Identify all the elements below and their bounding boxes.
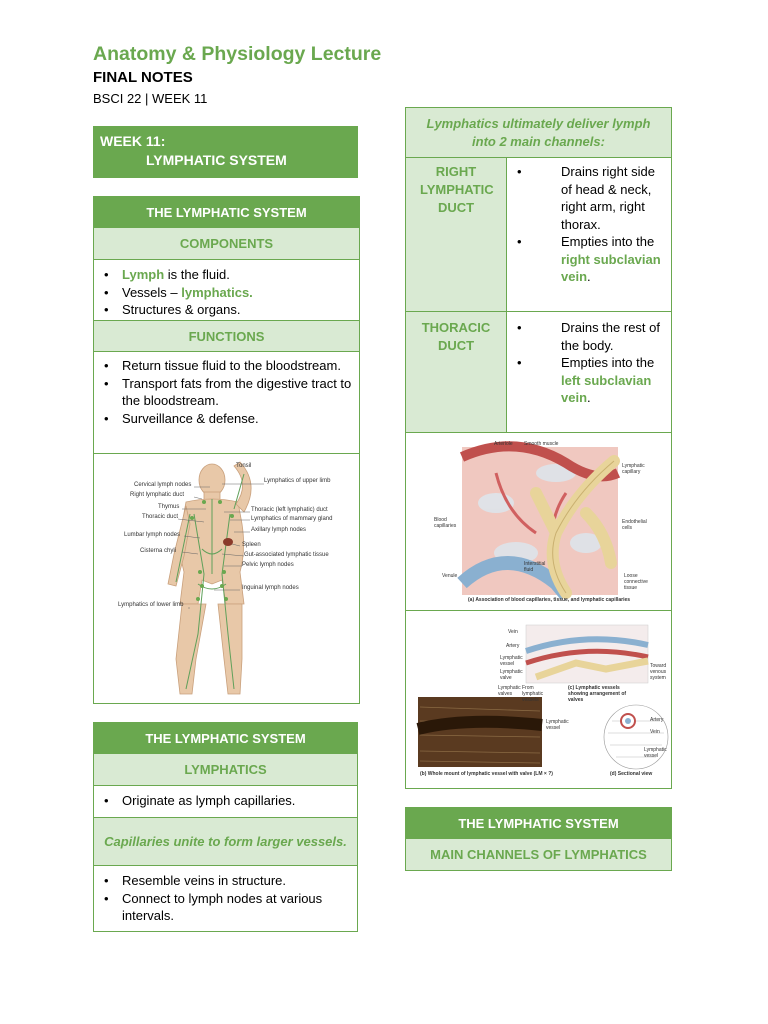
figure-label: Vein	[650, 729, 660, 735]
course-label: BSCI 22 | WEEK 11	[93, 91, 208, 106]
figure-label: Artery	[650, 717, 664, 723]
figure-label: Lymphatic vessel	[644, 747, 667, 759]
list-item: • Connect to lymph nodes at various intervals.	[94, 890, 351, 925]
main-channels-section	[405, 807, 672, 871]
lymphatics-section	[93, 722, 358, 932]
lymphatic-vessels-figure	[406, 611, 671, 788]
figure-label: Axillary lymph nodes	[251, 527, 307, 533]
capillaries-unite-label: Capillaries unite to form larger vessels.	[94, 817, 357, 866]
figure-label: Right lymphatic duct	[130, 492, 185, 498]
section-header: THE LYMPHATIC SYSTEM	[406, 808, 671, 839]
figure-label: Gut-associated lymphatic tissue	[244, 552, 329, 558]
figure-label: Lymphatics of mammary gland	[251, 516, 333, 522]
table-header: Lymphatics ultimately deliver lymph into 2 main channels:	[406, 108, 671, 158]
figure-label: Lymphatic vessel	[500, 655, 523, 667]
figure-label: Venule	[442, 573, 458, 579]
figure-label: Inguinal lymph nodes	[242, 585, 299, 591]
list-item: • Vessels – lymphatics.	[94, 284, 359, 302]
table-row	[406, 158, 671, 312]
row-label-cell	[406, 312, 507, 432]
week-box	[93, 126, 358, 178]
table-row	[406, 312, 671, 433]
figure-caption: (a) Association of blood capillaries, tissue, and lymphatic capillaries	[468, 597, 631, 603]
figure-caption: (c) Lymphatic vessels showing arrangement of valves	[568, 685, 627, 703]
figure-label: Spleen	[242, 542, 261, 548]
figure-caption: (d) Sectional view	[610, 771, 653, 777]
lymphatics-label: LYMPHATICS	[94, 754, 357, 786]
list-item: • Originate as lymph capillaries.	[94, 792, 357, 810]
functions-label: FUNCTIONS	[94, 320, 359, 352]
week-topic: LYMPHATIC SYSTEM	[146, 152, 287, 168]
list-item: • Empties into the left subclavian vein.	[507, 354, 665, 407]
main-channels-label: MAIN CHANNELS OF LYMPHATICS	[406, 839, 671, 870]
list-item: • Return tissue fluid to the bloodstream.	[94, 357, 353, 375]
vessels-list	[94, 866, 357, 925]
page-title: Anatomy & Physiology Lecture	[93, 43, 382, 65]
figure-label: From lymphatic vessels	[522, 685, 544, 703]
figure-label: Tonsil	[236, 463, 252, 469]
figure-label: Lymphatic capillary	[622, 463, 645, 475]
list-item: • Empties into the right subclavian vein.	[507, 233, 665, 286]
lymphatic-system-figure	[94, 453, 359, 702]
page-subtitle: FINAL NOTES	[93, 69, 193, 86]
row-bullets	[507, 163, 669, 286]
row-bullets	[507, 319, 669, 407]
section-header: THE LYMPHATIC SYSTEM	[94, 197, 359, 228]
figure-label: Artery	[506, 643, 520, 649]
week-label: WEEK 11:	[100, 133, 166, 149]
figure-label: Lymphatics of lower limb	[118, 602, 184, 608]
components-label: COMPONENTS	[94, 228, 359, 260]
figure-label: Pelvic lymph nodes	[242, 562, 294, 568]
figure-label: Smooth muscle	[524, 441, 559, 447]
components-list	[94, 260, 359, 320]
figure-label: Thoracic duct	[142, 514, 179, 520]
row-label: RIGHT LYMPHATIC DUCT	[420, 164, 494, 215]
lymphatic-system-section	[93, 196, 360, 704]
row-label: THORACIC DUCT	[421, 320, 491, 353]
figure-label: Interstitial fluid	[524, 561, 546, 573]
figure-label: Arteriole	[494, 441, 513, 447]
list-item: • Transport fats from the digestive tract to the bloodstream.	[94, 375, 353, 410]
main-channels-table	[405, 107, 672, 789]
list-item: • Drains right side of head & neck, right arm, right thorax.	[507, 163, 665, 233]
figure-label: Thymus	[158, 504, 180, 510]
figure-label: Lumbar lymph nodes	[124, 532, 181, 538]
figure-label: Lymphatic valve	[500, 669, 523, 681]
list-item: • Surveillance & defense.	[94, 410, 353, 428]
functions-list	[94, 352, 359, 453]
list-item: • Lymph is the fluid.	[94, 266, 359, 284]
lymphatics-list	[94, 786, 357, 817]
figure-label: Cisterna chyli	[140, 548, 177, 554]
figure-label: Endothelial cells	[622, 519, 647, 531]
figure-label: Lymphatic valves	[498, 685, 521, 697]
list-item: • Drains the rest of the body.	[507, 319, 665, 354]
figure-label: Loose connective tissue	[624, 573, 648, 591]
capillaries-figure	[406, 433, 671, 611]
list-item: • Resemble veins in structure.	[94, 872, 351, 890]
figure-label: Blood capillaries	[434, 517, 457, 529]
figure-label: Thoracic (left lymphatic) duct	[251, 507, 328, 513]
body-figure-illustration	[94, 454, 359, 700]
figure-label: Lymphatic vessel	[546, 719, 569, 731]
list-item: • Structures & organs.	[94, 301, 359, 319]
section-header: THE LYMPHATIC SYSTEM	[94, 723, 357, 754]
figure-label: Lymphatics of upper limb	[264, 478, 331, 484]
row-label-cell	[406, 158, 507, 311]
figure-label: Toward venous system	[650, 663, 667, 681]
figure-label: Cervical lymph nodes	[134, 482, 192, 488]
figure-label: Vein	[508, 629, 518, 635]
figure-caption: (b) Whole mount of lymphatic vessel with valve (LM × ?)	[420, 771, 553, 777]
